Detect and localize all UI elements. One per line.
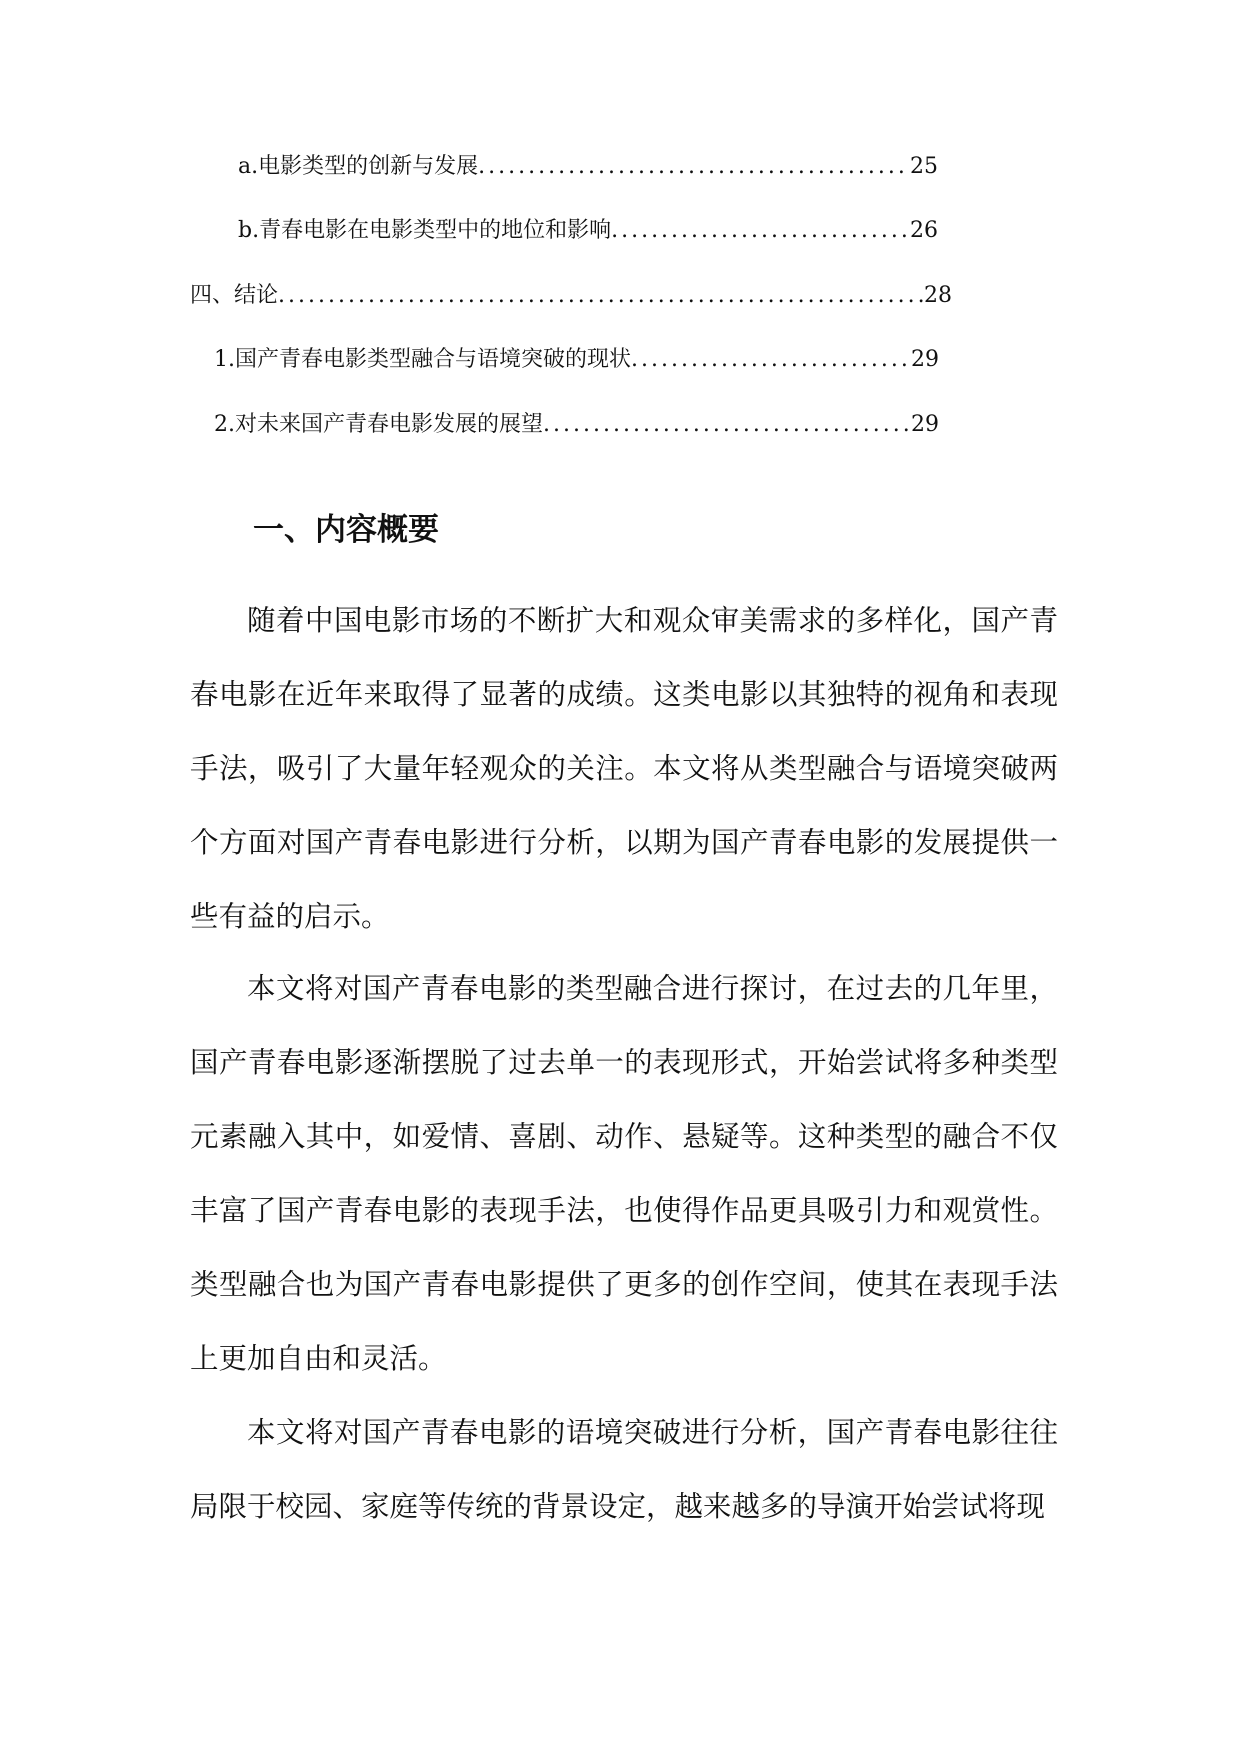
body-paragraph-3: 本文将对国产青春电影的语境突破进行分析，国产青春电影往往局限于校园、家庭等传统的背景设定，越来越多的导演开始尝试将现: [190, 1416, 1058, 1523]
toc-entry-conclusion[interactable]: [190, 279, 952, 313]
toc-entry-title: 四、结论: [190, 283, 279, 308]
toc-entry-page: 29: [911, 412, 939, 437]
toc-entry-page: 25: [910, 154, 938, 179]
toc-dot-leader: [543, 408, 911, 442]
toc-entry-title: 电影类型的创新与发展: [258, 154, 479, 179]
toc-entry-page: 26: [910, 218, 938, 243]
toc-entry-number: a.: [238, 154, 259, 179]
toc-entry-a[interactable]: [238, 150, 938, 184]
toc-entry-number: 2.: [214, 412, 235, 437]
toc-dot-leader: [478, 150, 910, 184]
toc-entry-page: 28: [924, 283, 952, 308]
toc-entry-number: 1.: [214, 347, 235, 372]
toc-entry-number: b.: [238, 218, 260, 243]
toc-dot-leader: [611, 214, 910, 248]
toc-entry-1[interactable]: [214, 343, 939, 377]
toc-entry-title: 国产青春电影类型融合与语境突破的现状: [235, 347, 632, 372]
body-paragraph-1: 随着中国电影市场的不断扩大和观众审美需求的多样化，国产青春电影在近年来取得了显著的成绩。这类电影以其独特的视角和表现手法，吸引了大量年轻观众的关注。本文将从类型融合与语境突破两个方面对国产青春电影进行分析，以期为国产青春电影的发展提供一些有益的启示。: [190, 604, 1058, 933]
toc-entry-title: 青春电影在电影类型中的地位和影响: [259, 218, 612, 243]
section-title: 一、内容概要: [253, 512, 439, 548]
toc-dot-leader: [631, 343, 911, 377]
toc-entry-b[interactable]: [238, 214, 938, 248]
toc-entry-title: 对未来国产青春电影发展的展望: [235, 412, 544, 437]
toc-dot-leader: [278, 279, 924, 313]
toc-entry-2[interactable]: [214, 408, 939, 442]
toc-entry-page: 29: [911, 347, 939, 372]
body-paragraph-2: 本文将对国产青春电影的类型融合进行探讨，在过去的几年里，国产青春电影逐渐摆脱了过去单一的表现形式，开始尝试将多种类型元素融入其中，如爱情、喜剧、动作、悬疑等。这种类型的融合不仅丰富了国产青春电影的表现手法，也使得作品更具吸引力和观赏性。类型融合也为国产青春电影提供了更多的创作空间，使其在表现手法上更加自由和灵活。: [190, 972, 1058, 1375]
